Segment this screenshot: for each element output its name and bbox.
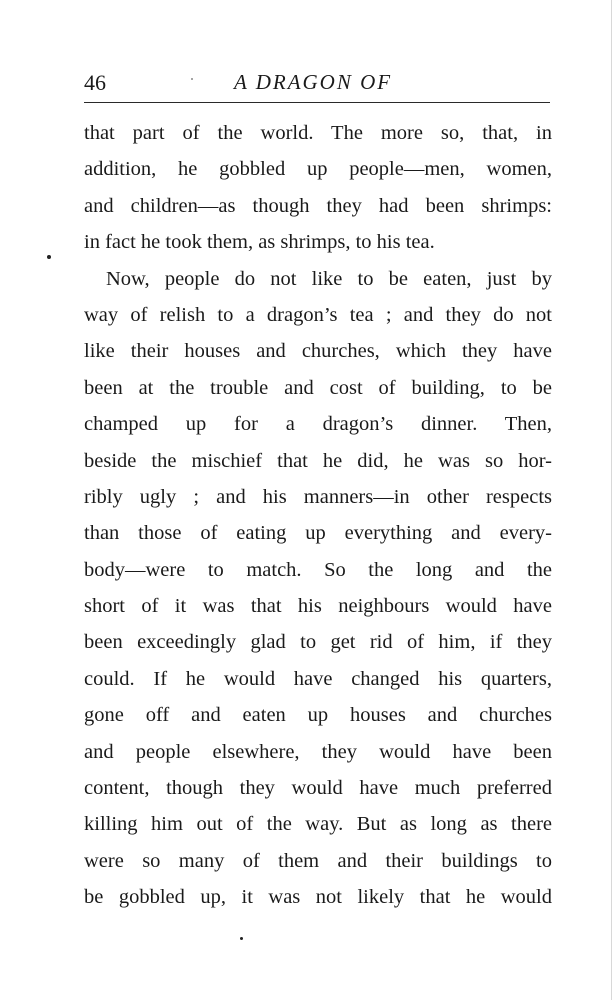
text-line: body—were to match. So the long and the <box>84 558 552 581</box>
body-text <box>84 115 552 916</box>
text-line: beside the mischief that he did, he was so hor- <box>84 449 552 472</box>
text-line: and people elsewhere, they would have been <box>84 740 552 763</box>
text-line: could. If he would have changed his quarters, <box>84 667 552 690</box>
page-number: 46 <box>84 70 106 95</box>
text-line: way of relish to a dragon’s tea ; and they do not <box>84 303 552 326</box>
text-line: were so many of them and their buildings to <box>84 849 552 872</box>
text-line: champed up for a dragon’s dinner. Then, <box>84 413 552 436</box>
text-line: in fact he took them, as shrimps, to his tea. <box>84 231 435 254</box>
text-line: been exceedingly glad to get rid of him, if they <box>84 631 552 654</box>
text-line: content, though they would have much preferred <box>84 777 552 800</box>
text-line: ribly ugly ; and his manners—in other respects <box>84 485 552 508</box>
running-title: A DRAGON OF <box>234 70 393 94</box>
ink-speck <box>191 78 193 80</box>
text-line: like their houses and churches, which they have <box>84 340 552 363</box>
text-line: killing him out of the way. But as long as there <box>84 813 552 836</box>
text-line: addition, he gobbled up people—men, women, <box>84 158 552 181</box>
text-line: gone off and eaten up houses and churches <box>84 704 552 727</box>
text-line: that part of the world. The more so, that, in <box>84 122 552 144</box>
text-line: been at the trouble and cost of building, to be <box>84 376 552 399</box>
running-header <box>84 68 550 98</box>
text-line: Now, people do not like to be eaten, just by <box>106 267 552 290</box>
text-line: short of it was that his neighbours would have <box>84 595 552 618</box>
ink-speck <box>240 937 243 940</box>
text-line: be gobbled up, it was not likely that he would <box>84 886 552 909</box>
text-line: and children—as though they had been shrimps: <box>84 194 552 217</box>
header-rule <box>84 102 550 103</box>
text-line: than those of eating up everything and every- <box>84 522 552 545</box>
ink-speck <box>47 255 51 259</box>
page-edge-shadow <box>611 0 612 1000</box>
